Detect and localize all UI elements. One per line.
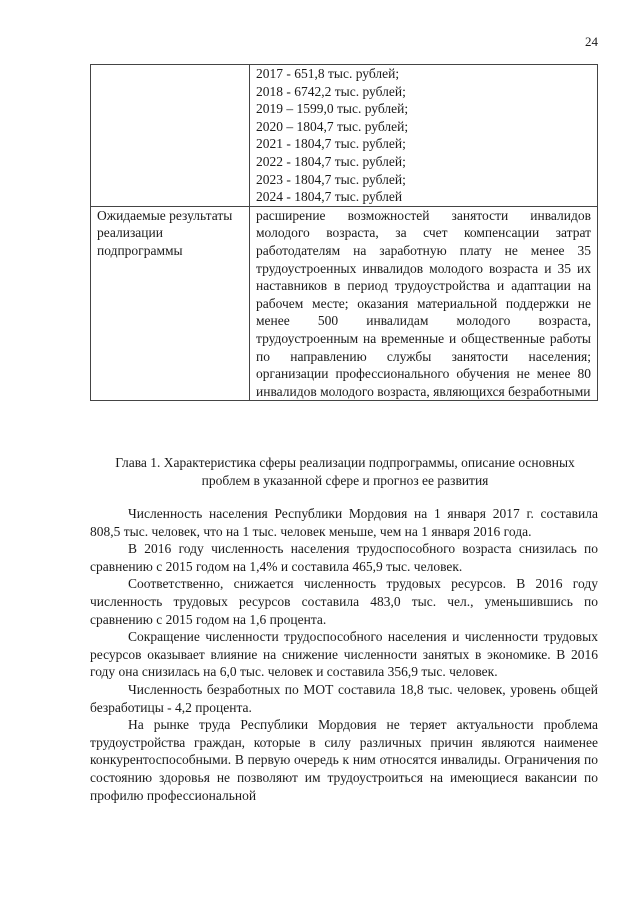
funding-line-2018: 2018 - 6742,2 тыс. рублей;	[256, 83, 406, 99]
paragraph-1: Численность населения Республики Мордовия на 1 января 2017 г. составила 808,5 тыс. человек, что на 1 тыс. человек меньше, чем на 1 января 2016 года.	[90, 506, 598, 539]
funding-line-2023: 2023 - 1804,7 тыс. рублей;	[256, 171, 406, 187]
results-label: Ожидаемые результаты реализации подпрограммы	[91, 206, 250, 401]
results-text: расширение возможностей занятости инвалидов молодого возраста, за счет компенсации затрат работодателям на заработную плату не менее 35 трудоустроенных инвалидов молодого возраста и 35 их наставников в период трудоустройства и адаптации на рабочем месте; оказания материальной поддержки не менее 500 инвалидам молодого возраста, трудоустроенным на временные и общественные работы по направлению службы занятости населения; организации профессионального обучения не менее 80 инвалидов молодого возраста, являющихся безработными	[250, 206, 598, 401]
chapter-title: Глава 1. Характеристика сферы реализации подпрограммы, описание основных проблем в указанной сфере и прогноз ее развития	[115, 455, 575, 488]
funding-line-2019: 2019 – 1599,0 тыс. рублей;	[256, 101, 409, 117]
funding-line-2020: 2020 – 1804,7 тыс. рублей;	[256, 118, 409, 134]
paragraph-6: На рынке труда Республики Мордовия не теряет актуальности проблема трудоустройства граждан, которые в силу различных причин являются наименее конкурентоспособными. В первую очередь к ним относятся инвалиды. Ограничения по состоянию здоровья не позволяют им трудоустроиться на имеющиеся вакансии по профилю профессиональной	[90, 717, 598, 803]
table-row-funding	[91, 65, 598, 207]
paragraph-3: Соответственно, снижается численность трудовых ресурсов. В 2016 году численность трудовых ресурсов составила 483,0 тыс. чел., уменьшившись по сравнению с 2015 годом на 1,6 процента.	[90, 576, 598, 627]
table-row-results	[91, 206, 598, 401]
passport-table	[90, 64, 598, 401]
body-text	[90, 505, 598, 804]
funding-cell	[250, 65, 598, 207]
page-number: 24	[585, 34, 598, 49]
funding-line-2024: 2024 - 1804,7 тыс. рублей	[256, 189, 403, 205]
funding-line-2017: 2017 - 651,8 тыс. рублей;	[256, 66, 400, 81]
paragraph-4: Сокращение численности трудоспособного населения и численности трудовых ресурсов оказывает влияние на снижение численности занятых в экономике. В 2016 году она снизилась на 6,0 тыс. человек и составила 356,9 тыс. человек.	[90, 629, 598, 680]
paragraph-2: В 2016 году численность населения трудоспособного возраста снизилась по сравнению с 2015 годом на 1,4% и составила 465,9 тыс. человек.	[90, 541, 598, 574]
paragraph-5: Численность безработных по МОТ составила 18,8 тыс. человек, уровень общей безработицы - 4,2 процента.	[90, 681, 598, 715]
funding-label-cell	[91, 65, 250, 207]
funding-line-2021: 2021 - 1804,7 тыс. рублей;	[256, 136, 406, 152]
funding-line-2022: 2022 - 1804,7 тыс. рублей;	[256, 153, 406, 169]
